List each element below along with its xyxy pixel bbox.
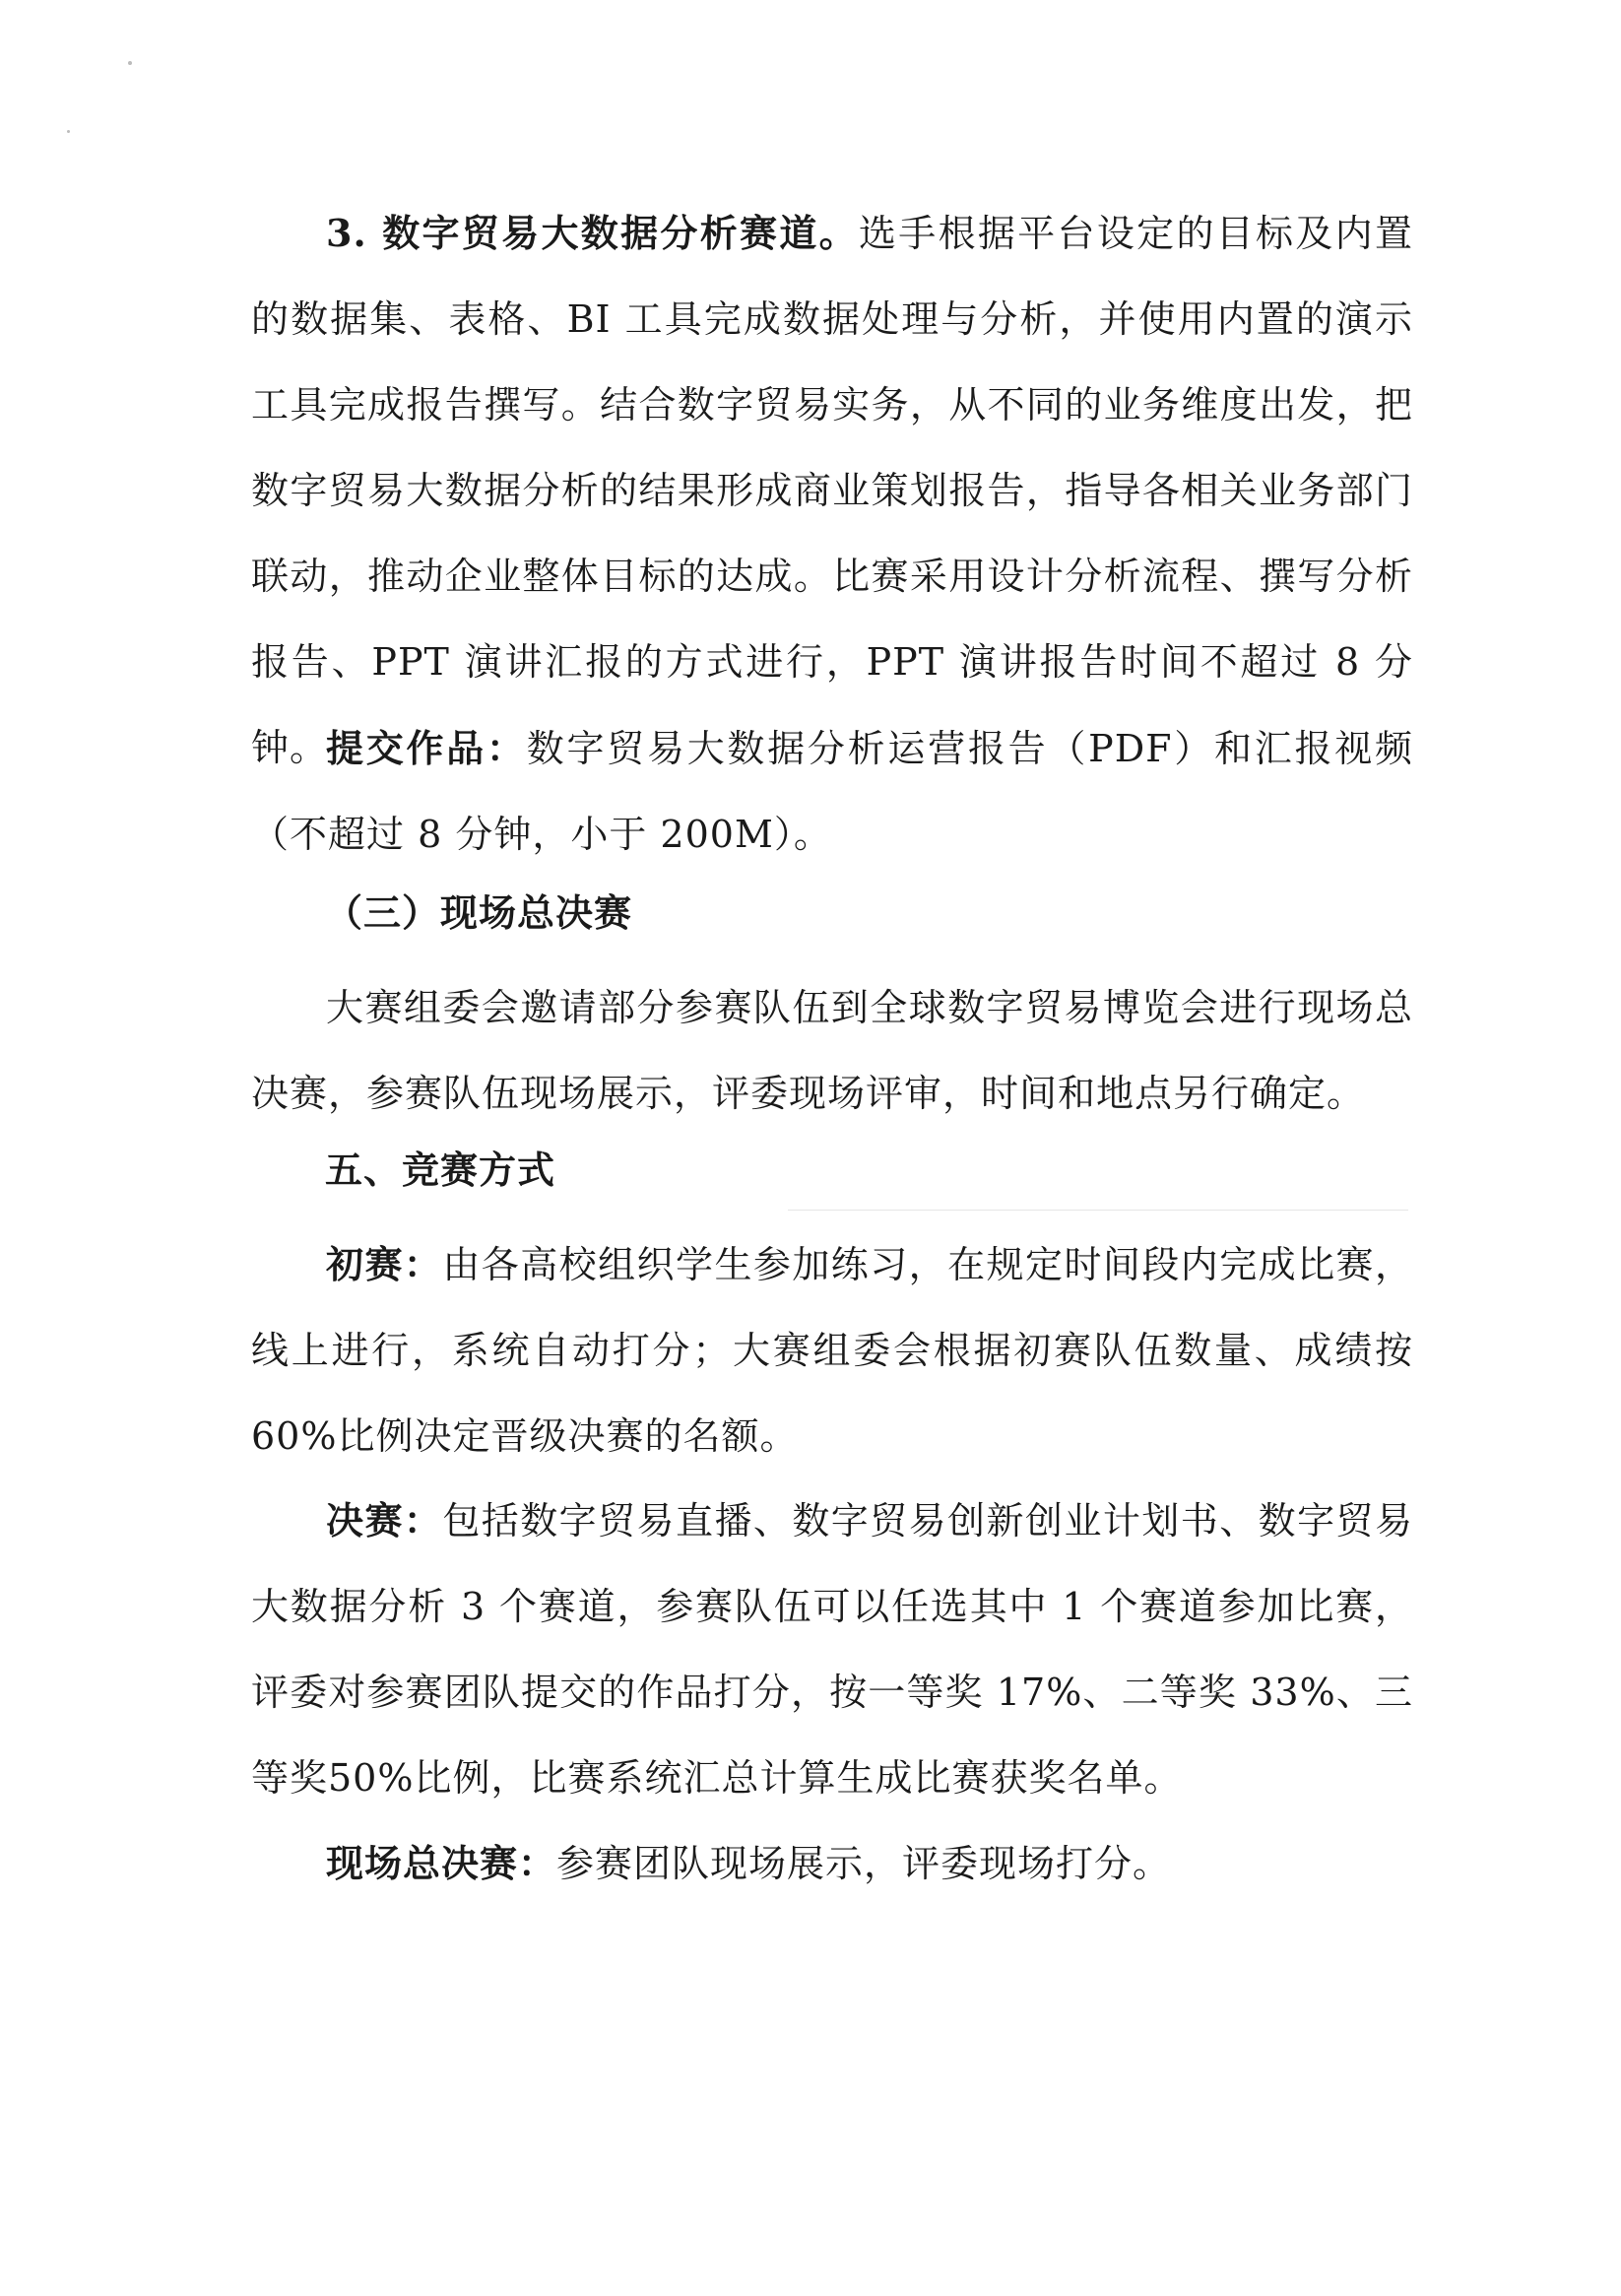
final-paragraph <box>251 1477 1413 1821</box>
submission-body: 数字贸易大数据分析运营报告（PDF）和汇报视频（不超过 8 分钟，小于 200M）。 <box>251 727 1413 856</box>
onsite-body: 参赛团队现场展示，评委现场打分。 <box>556 1842 1172 1885</box>
scan-speck <box>67 130 70 133</box>
section3-body: 大赛组委会邀请部分参赛队伍到全球数字贸易博览会进行现场总决赛，参赛队伍现场展示，评委现场评审，时间和地点另行确定。 <box>251 986 1413 1115</box>
section3-paragraph <box>251 965 1413 1137</box>
track3-body: 选手根据平台设定的目标及内置的数据集、表格、BI 工具完成数据处理与分析，并使用内置的演示工具完成报告撰写。结合数字贸易实务，从不同的业务维度出发，把数字贸易大数据分析的结果形成商业策划报告，指导各相关业务部门联动，推动企业整体目标的达成。比赛采用设计分析流程、撰写分析报告、PPT 演讲汇报的方式进行，PPT 演讲报告时间不超过 8 分钟。 <box>251 212 1413 769</box>
preliminary-label: 初赛： <box>326 1242 443 1286</box>
final-label: 决赛： <box>326 1498 443 1542</box>
scan-speck <box>128 61 132 65</box>
track3-lead: 3. 数字贸易大数据分析赛道。 <box>326 211 859 255</box>
scan-artifact-line <box>788 1210 1408 1211</box>
final-body: 包括数字贸易直播、数字贸易创新创业计划书、数字贸易大数据分析 3 个赛道，参赛队伍可以任选其中 1 个赛道参加比赛，评委对参赛团队提交的作品打分，按一等奖 17%、二等奖 33%、三等奖50%比例，比赛系统汇总计算生成比赛获奖名单。 <box>251 1499 1413 1800</box>
preliminary-body: 由各高校组织学生参加练习，在规定时间段内完成比赛，线上进行，系统自动打分；大赛组委会根据初赛队伍数量、成绩按60%比例决定晋级决赛的名额。 <box>251 1243 1413 1458</box>
submission-label: 提交作品： <box>326 726 527 770</box>
submission-paragraph <box>251 705 1413 878</box>
track3-paragraph <box>251 190 1413 791</box>
section3-heading: （三）现场总决赛 <box>325 890 633 935</box>
onsite-paragraph <box>251 1820 1413 1907</box>
onsite-label: 现场总决赛： <box>326 1841 557 1885</box>
preliminary-paragraph <box>251 1221 1413 1479</box>
section5-heading: 五、竞赛方式 <box>325 1148 556 1192</box>
